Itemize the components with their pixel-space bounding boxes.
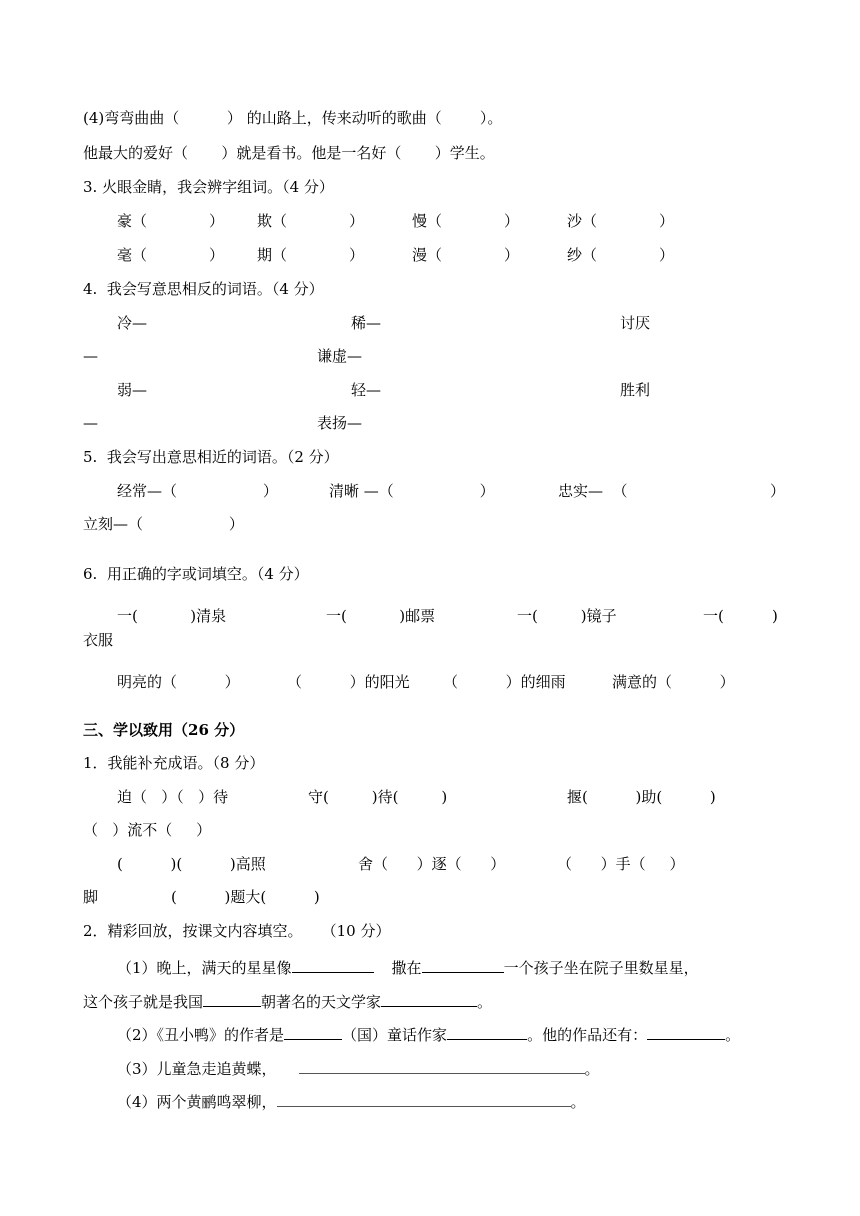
q6-item: 一( <box>703 607 724 625</box>
text: 这个孩子就是我国 <box>83 993 204 1011</box>
q2-line-4: (4)弯弯曲曲（ ） 的山路上，传来动听的歌曲（ ）。 <box>83 109 503 127</box>
q6-title: 6. 用正确的字或词填空。（4 分） <box>83 565 309 583</box>
text: （2）《丑小鸭》的作者是 <box>117 1026 285 1044</box>
q4-item: 胜利 <box>620 381 651 399</box>
text: 。 <box>725 1026 741 1044</box>
q3-item: 沙（ ） <box>567 212 674 230</box>
recall-line-1 <box>117 958 699 976</box>
text: （1）晚上，满天的星星像 <box>117 959 292 977</box>
text: （3）儿童急走追黄蝶， <box>117 1060 277 1078</box>
idiom-item: （ ）手（ ） <box>557 855 685 873</box>
q3-item: 漫（ ） <box>412 246 519 264</box>
q6-item: 满意的（ ） <box>612 673 735 691</box>
q5-item: 经常—（ ） <box>117 482 278 500</box>
q3-item: 纱（ ） <box>567 246 674 264</box>
idiom-item: （ ）流不（ ） <box>83 821 212 839</box>
s3-q2-title: 2．精彩回放，按课文内容填空。 （10 分） <box>83 922 391 940</box>
q3-item: 慢（ ） <box>412 212 519 230</box>
idiom-item: ( )( )高照 <box>117 855 266 873</box>
recall-line-4 <box>117 1059 600 1077</box>
idiom-item: 迫（ ）（ ）待 <box>117 788 229 806</box>
idiom-item: 脚 <box>83 888 99 906</box>
section-3-title: 三、学以致用（26 分） <box>83 721 245 739</box>
q4-item: 弱— <box>117 381 148 399</box>
text: （国）童话作家 <box>342 1026 448 1044</box>
idiom-item: 守( )待( ) <box>308 788 448 806</box>
q6-item: 明亮的（ ） <box>117 673 240 691</box>
text: （4）两个黄鹂鸣翠柳， <box>117 1093 277 1111</box>
q5-item-close: ） <box>770 482 786 500</box>
idiom-item: ( )题大( ) <box>171 888 320 906</box>
blank[interactable] <box>277 1092 571 1107</box>
q3-title: 3. 火眼金睛，我会辨字组词。（4 分） <box>83 178 334 196</box>
blank[interactable] <box>422 958 504 973</box>
q6-item: 一( )邮票 <box>326 607 436 625</box>
text: 一个孩子坐在院子里数星星， <box>503 959 699 977</box>
blank[interactable] <box>203 992 261 1007</box>
text: 。 <box>477 993 493 1011</box>
idiom-item: 舍（ ）逐（ ） <box>358 855 506 873</box>
q2-line-5: 他最大的爱好（ ）就是看书。他是一名好（ ）学生。 <box>83 144 495 162</box>
q6-item: （ ）的细雨 <box>443 673 566 691</box>
q6-item: （ ）的阳光 <box>287 673 410 691</box>
q5-title: 5. 我会写出意思相近的词语。（2 分） <box>83 448 339 466</box>
q3-item: 豪（ ） <box>117 212 224 230</box>
idiom-item: 揠( )助( ) <box>567 788 716 806</box>
q5-item: 立刻—（ ） <box>83 515 244 533</box>
text: 朝著名的天文学家 <box>261 993 382 1011</box>
q4-item: 轻— <box>351 381 382 399</box>
q6-item-close: ) <box>772 607 778 625</box>
q4-item: — <box>83 414 98 432</box>
recall-line-5 <box>117 1092 586 1110</box>
q5-item: 清晰 —（ ） <box>329 482 495 500</box>
text: 。他的作品还有： <box>527 1026 648 1044</box>
q6-item: 一( )镜子 <box>517 607 617 625</box>
q4-item: 讨厌 <box>620 314 651 332</box>
q4-item: 谦虚— <box>317 347 363 365</box>
q3-item: 期（ ） <box>257 246 364 264</box>
s3-q1-title: 1．我能补充成语。（8 分） <box>83 754 265 772</box>
text: 。 <box>584 1060 600 1078</box>
q4-item: 冷— <box>117 314 148 332</box>
q3-item: 毫（ ） <box>117 246 224 264</box>
q6-item: 一( )清泉 <box>117 607 227 625</box>
text: 撒在 <box>391 959 422 977</box>
q6-wrap: 衣服 <box>83 631 114 649</box>
q3-item: 欺（ ） <box>257 212 364 230</box>
blank[interactable] <box>381 992 477 1007</box>
blank[interactable] <box>292 958 374 973</box>
blank[interactable] <box>647 1025 725 1040</box>
q4-item: — <box>83 347 98 365</box>
recall-line-3 <box>117 1025 740 1043</box>
recall-line-2 <box>83 992 492 1010</box>
blank[interactable] <box>447 1025 527 1040</box>
blank[interactable] <box>284 1025 342 1040</box>
text: 。 <box>570 1093 586 1111</box>
blank[interactable] <box>299 1059 585 1074</box>
q4-title: 4. 我会写意思相反的词语。（4 分） <box>83 280 324 298</box>
q4-item: 稀— <box>351 314 382 332</box>
q4-item: 表扬— <box>317 414 363 432</box>
q5-item: 忠实— （ <box>558 482 628 500</box>
